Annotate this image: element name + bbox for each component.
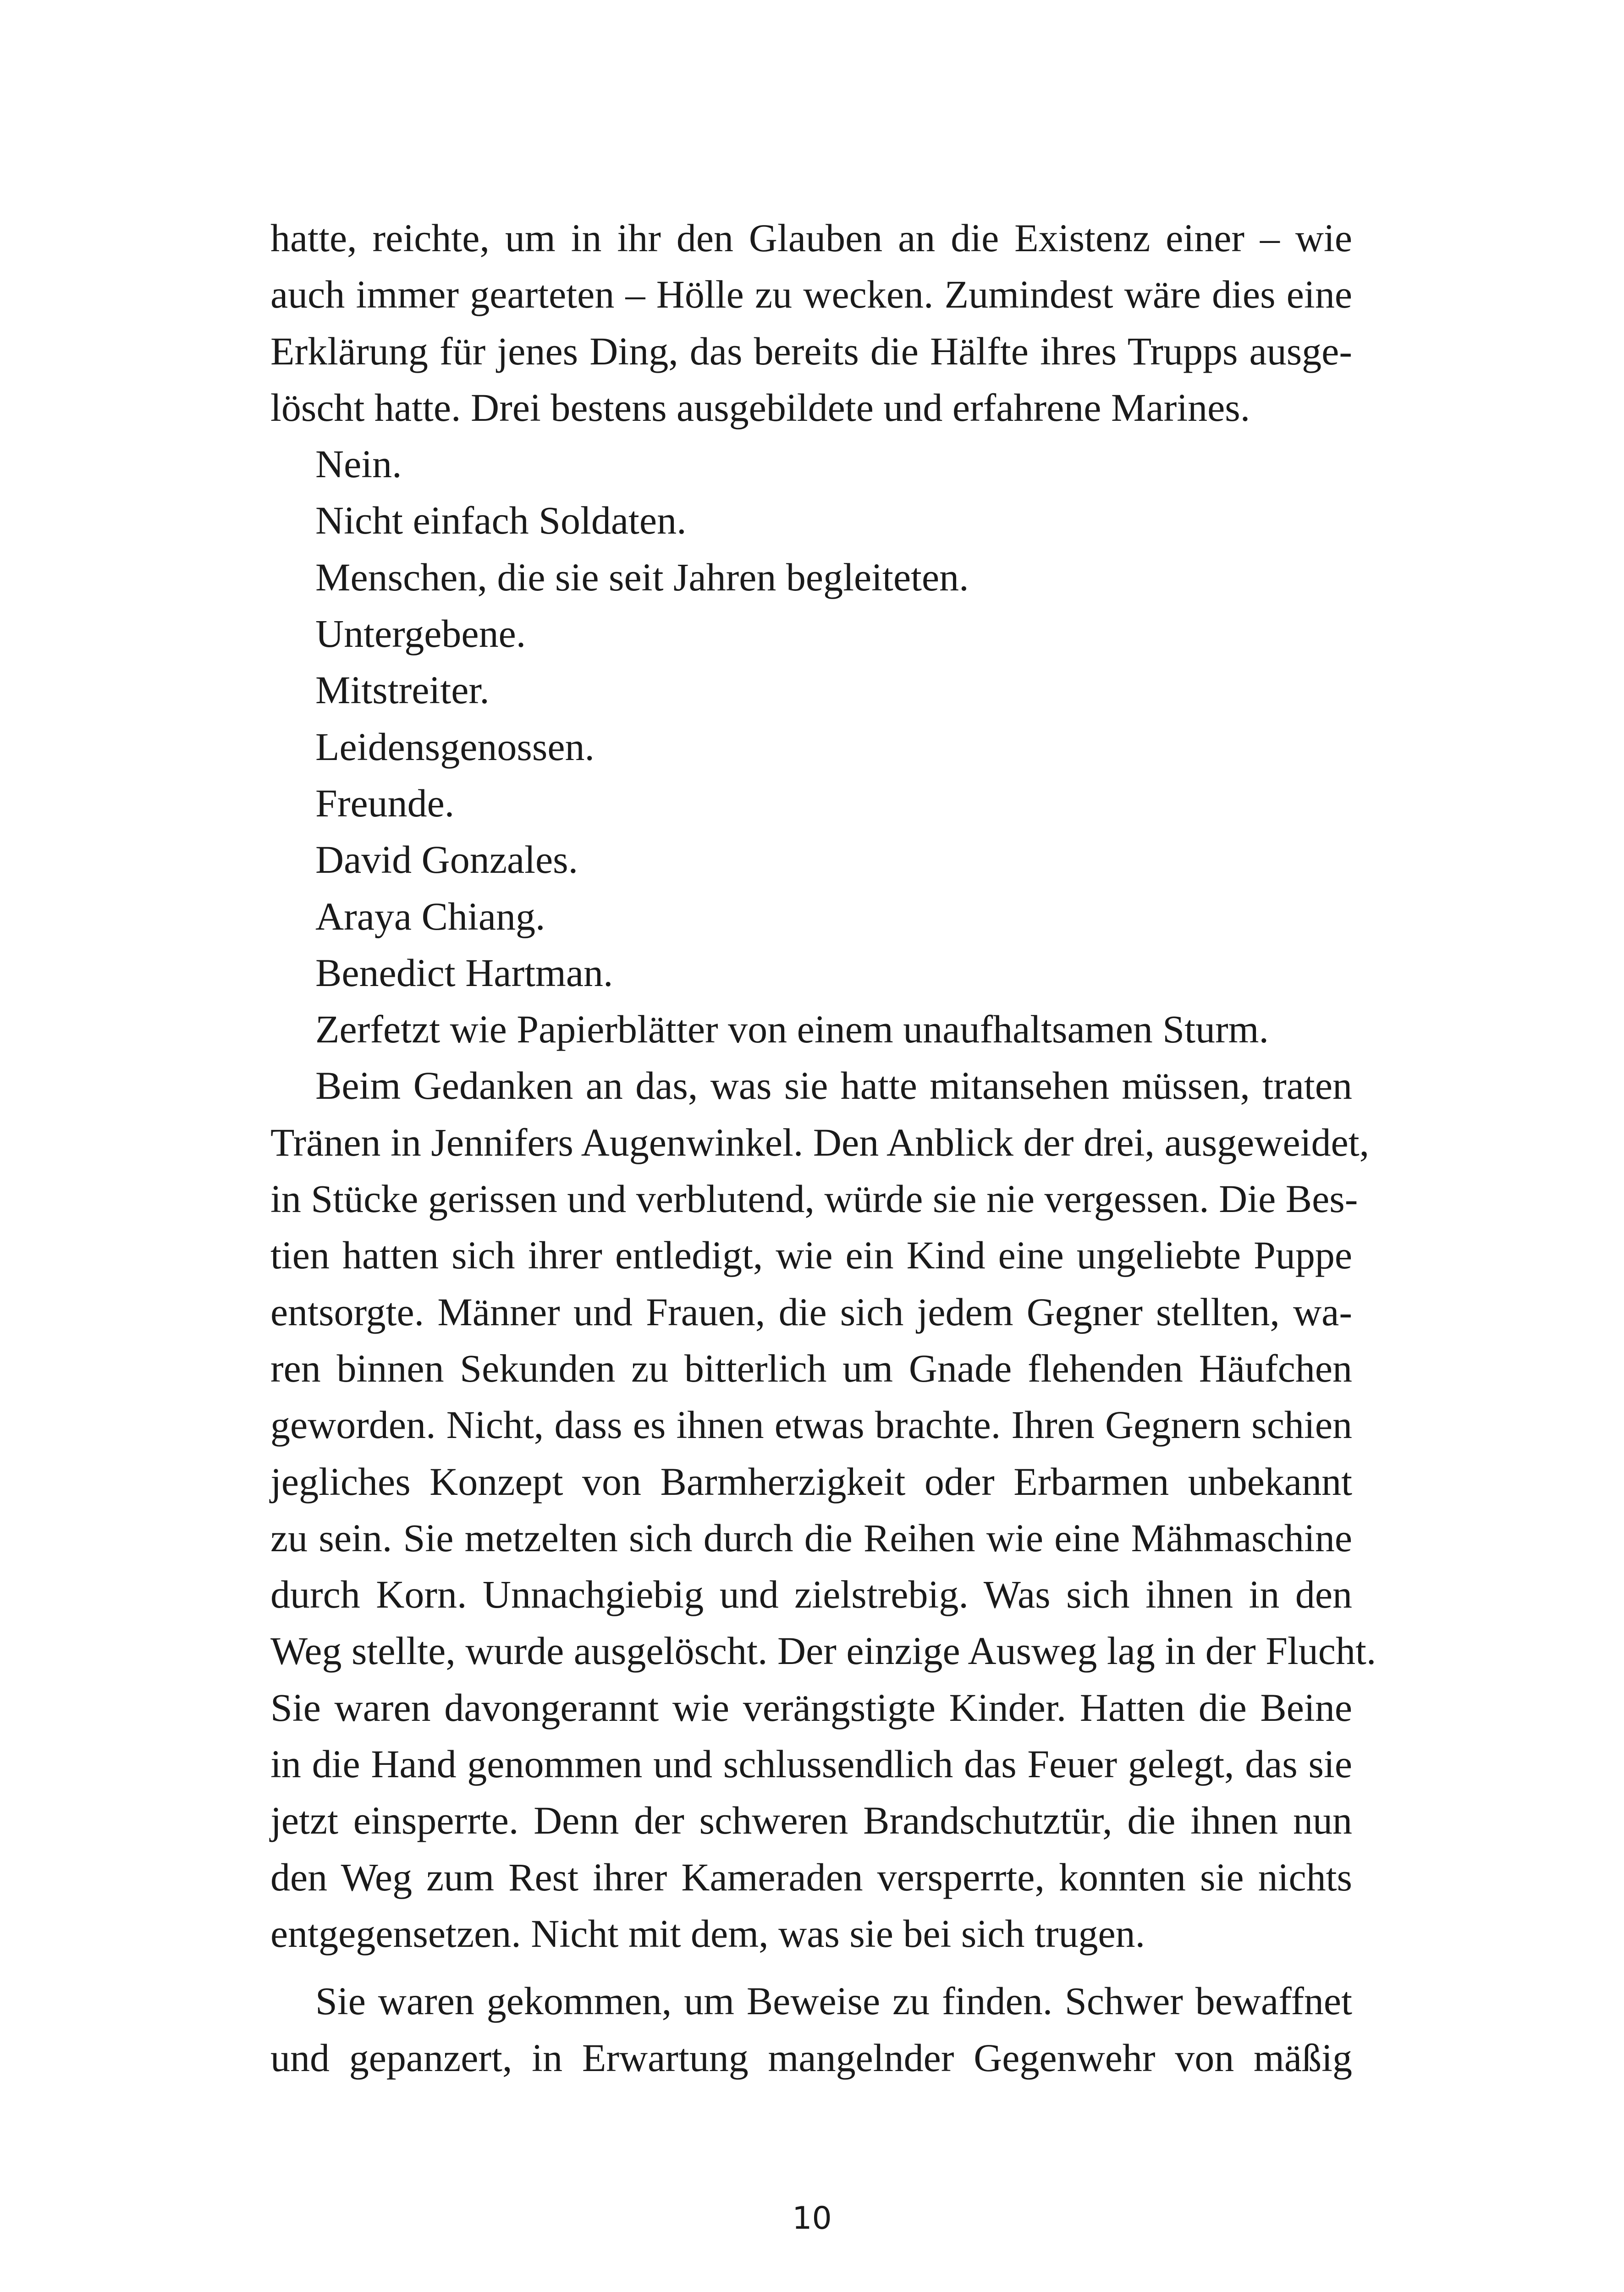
text-line: in die Hand genommen und schlussendlich das Feuer gelegt, das sie <box>270 1742 1352 1786</box>
text-line: den Weg zum Rest ihrer Kameraden versperrte, konnten sie nichts <box>270 1855 1352 1899</box>
text-line: ren binnen Sekunden zu bitterlich um Gnade flehenden Häufchen <box>270 1346 1352 1390</box>
text-line: Sie waren davongerannt wie verängstigte Kinder. Hatten die Beine <box>270 1685 1352 1730</box>
text-line: Zerfetzt wie Papierblätter von einem unaufhaltsamen Sturm. <box>315 1007 1269 1052</box>
text-line: löscht hatte. Drei bestens ausgebildete und erfahrene Marines. <box>270 385 1250 430</box>
body-text <box>270 210 1376 2086</box>
paragraph-gap <box>270 1962 1352 1973</box>
text-line: Nein. <box>315 442 402 486</box>
text-line: David Gonzales. <box>315 837 578 882</box>
text-line: durch Korn. Unnachgiebig und zielstrebig. Was sich ihnen in den <box>270 1572 1352 1617</box>
text-line: auch immer gearteten – Hölle zu wecken. Zumindest wäre dies eine <box>270 272 1352 317</box>
text-line: Untergebene. <box>315 612 526 656</box>
text-line: Nicht einfach Soldaten. <box>315 498 687 543</box>
text-line: Benedict Hartman. <box>315 950 613 995</box>
text-line: hatte, reichte, um in ihr den Glauben an die Existenz einer – wie <box>270 216 1352 260</box>
text-line: Menschen, die sie seit Jahren begleiteten. <box>315 555 969 599</box>
text-line: tien hatten sich ihrer entledigt, wie ein Kind eine ungeliebte Puppe <box>270 1233 1352 1278</box>
text-line: Araya Chiang. <box>315 894 545 938</box>
text-line: jetzt einsperrte. Denn der schweren Brandschutztür, die ihnen nun <box>270 1798 1352 1843</box>
text-line: Erklärung für jenes Ding, das bereits die Hälfte ihres Trupps ausge- <box>270 329 1352 373</box>
text-line: Leidensgenossen. <box>315 724 595 769</box>
text-line: Beim Gedanken an das, was sie hatte mitansehen müssen, traten <box>315 1063 1352 1108</box>
text-line: Freunde. <box>315 781 455 825</box>
text-line: zu sein. Sie metzelten sich durch die Reihen wie eine Mähmaschine <box>270 1515 1352 1560</box>
text-line: entgegensetzen. Nicht mit dem, was sie bei sich trugen. <box>270 1911 1145 1956</box>
text-line: jegliches Konzept von Barmherzigkeit oder Erbarmen unbekannt <box>270 1459 1352 1504</box>
text-line: geworden. Nicht, dass es ihnen etwas brachte. Ihren Gegnern schien <box>270 1403 1352 1447</box>
text-line: in Stücke gerissen und verblutend, würde sie nie vergessen. Die Bes- <box>270 1177 1358 1221</box>
text-line: und gepanzert, in Erwartung mangelnder Gegenwehr von mäßig <box>270 2035 1352 2080</box>
text-line: entsorgte. Männer und Frauen, die sich jedem Gegner stellten, wa- <box>270 1289 1352 1334</box>
text-line: Weg stellte, wurde ausgelöscht. Der einzige Ausweg lag in der Flucht. <box>270 1629 1376 1673</box>
text-line: Mitstreiter. <box>315 668 490 712</box>
page-number: 10 <box>792 2200 832 2237</box>
text-line: Tränen in Jennifers Augenwinkel. Den Anblick der drei, ausgeweidet, <box>270 1120 1370 1164</box>
text-line: Sie waren gekommen, um Beweise zu finden. Schwer bewaffnet <box>315 1979 1352 2023</box>
